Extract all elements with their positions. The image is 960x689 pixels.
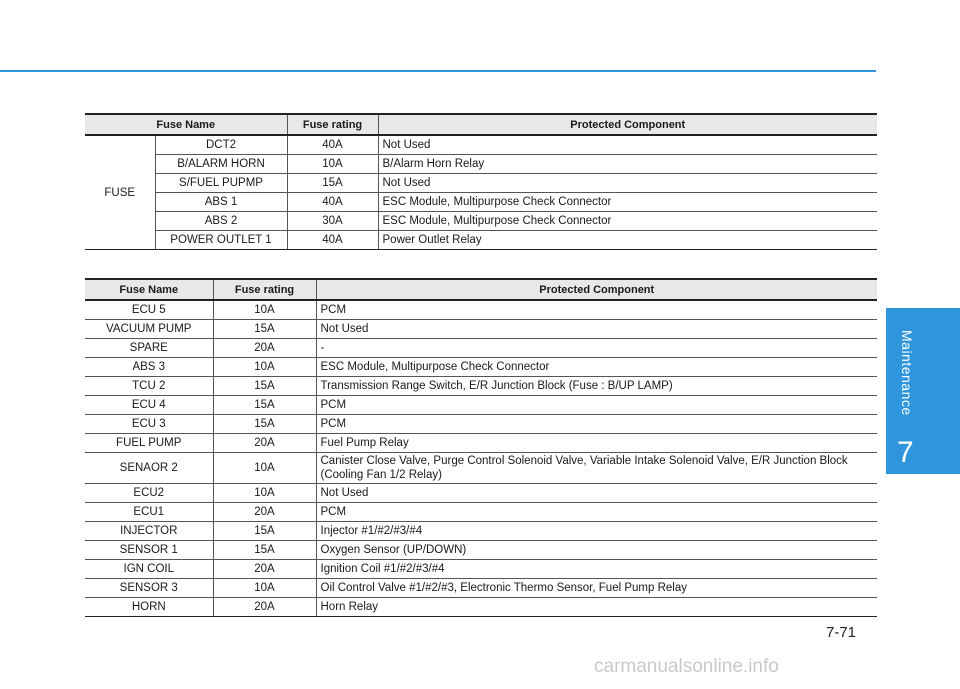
protected-component-cell: ESC Module, Multipurpose Check Connector: [378, 193, 877, 212]
protected-component-cell: Canister Close Valve, Purge Control Solenoid Valve, Variable Intake Solenoid Valve, E/R Junction Block (Cooling Fan 1/2 Relay): [316, 453, 877, 484]
table-row: [85, 231, 877, 250]
fuse-rating-cell: 10A: [213, 579, 316, 598]
table-row: [85, 503, 877, 522]
fuse-rating-cell: 20A: [213, 503, 316, 522]
protected-component-cell: Ignition Coil #1/#2/#3/#4: [316, 560, 877, 579]
protected-component-cell: Oil Control Valve #1/#2/#3, Electronic Thermo Sensor, Fuel Pump Relay: [316, 579, 877, 598]
protected-component-cell: PCM: [316, 396, 877, 415]
top-divider: [0, 70, 876, 72]
fuse-rating-cell: 10A: [213, 453, 316, 484]
table-row: [85, 155, 877, 174]
fuse-rating-cell: 40A: [287, 193, 378, 212]
fuse-rating-cell: 15A: [213, 377, 316, 396]
table-row: [85, 300, 877, 320]
table-header-row: [85, 114, 877, 135]
protected-component-cell: Not Used: [378, 135, 877, 155]
table-row: [85, 358, 877, 377]
fuse-rating-cell: 15A: [213, 522, 316, 541]
fuse-rating-cell: 15A: [213, 320, 316, 339]
fuse-name-cell: SENAOR 2: [85, 453, 213, 484]
fuse-group-label: FUSE: [85, 135, 155, 250]
table-row: [85, 522, 877, 541]
table-row: [85, 598, 877, 617]
fuse-name-cell: SENSOR 1: [85, 541, 213, 560]
fuse-name-cell: ECU 3: [85, 415, 213, 434]
fuse-name-cell: ECU 4: [85, 396, 213, 415]
table-row: [85, 320, 877, 339]
table-row: [85, 339, 877, 358]
protected-component-cell: Injector #1/#2/#3/#4: [316, 522, 877, 541]
fuse-rating-cell: 15A: [213, 415, 316, 434]
fuse-name-cell: TCU 2: [85, 377, 213, 396]
fuse-table-2: [85, 278, 877, 617]
header-fuse-name: Fuse Name: [85, 279, 213, 300]
fuse-rating-cell: 15A: [287, 174, 378, 193]
fuse-rating-cell: 10A: [287, 155, 378, 174]
fuse-name-cell: HORN: [85, 598, 213, 617]
table-row: [85, 453, 877, 484]
fuse-rating-cell: 20A: [213, 598, 316, 617]
fuse-name-cell: IGN COIL: [85, 560, 213, 579]
table-row: [85, 415, 877, 434]
header-protected-component: Protected Component: [378, 114, 877, 135]
fuse-name-cell: ABS 2: [155, 212, 287, 231]
fuse-rating-cell: 10A: [213, 358, 316, 377]
header-fuse-rating: Fuse rating: [213, 279, 316, 300]
table-header-row: [85, 279, 877, 300]
header-protected-component: Protected Component: [316, 279, 877, 300]
fuse-name-cell: SENSOR 3: [85, 579, 213, 598]
section-label: Maintenance: [899, 330, 915, 416]
fuse-table-1: [85, 113, 877, 250]
fuse-name-cell: FUEL PUMP: [85, 434, 213, 453]
fuse-name-cell: INJECTOR: [85, 522, 213, 541]
fuse-name-cell: ECU2: [85, 484, 213, 503]
fuse-rating-cell: 20A: [213, 560, 316, 579]
protected-component-cell: PCM: [316, 503, 877, 522]
fuse-rating-cell: 20A: [213, 434, 316, 453]
fuse-name-cell: POWER OUTLET 1: [155, 231, 287, 250]
protected-component-cell: PCM: [316, 300, 877, 320]
fuse-name-cell: SPARE: [85, 339, 213, 358]
fuse-rating-cell: 40A: [287, 135, 378, 155]
page-number: 7-71: [826, 624, 857, 641]
table-row: [85, 174, 877, 193]
fuse-name-cell: ECU 5: [85, 300, 213, 320]
protected-component-cell: Not Used: [316, 484, 877, 503]
protected-component-cell: Not Used: [378, 174, 877, 193]
fuse-name-cell: S/FUEL PUPMP: [155, 174, 287, 193]
table-row: [85, 212, 877, 231]
fuse-rating-cell: 15A: [213, 396, 316, 415]
protected-component-cell: ESC Module, Multipurpose Check Connector: [378, 212, 877, 231]
fuse-name-cell: ECU1: [85, 503, 213, 522]
protected-component-cell: Not Used: [316, 320, 877, 339]
table-row: [85, 560, 877, 579]
fuse-name-cell: VACUUM PUMP: [85, 320, 213, 339]
protected-component-cell: -: [316, 339, 877, 358]
fuse-name-cell: ABS 1: [155, 193, 287, 212]
protected-component-cell: Oxygen Sensor (UP/DOWN): [316, 541, 877, 560]
fuse-rating-cell: 10A: [213, 484, 316, 503]
table-row: [85, 484, 877, 503]
table-row: [85, 541, 877, 560]
table-row: [85, 579, 877, 598]
fuse-rating-cell: 40A: [287, 231, 378, 250]
protected-component-cell: Transmission Range Switch, E/R Junction Block (Fuse : B/UP LAMP): [316, 377, 877, 396]
protected-component-cell: Fuel Pump Relay: [316, 434, 877, 453]
protected-component-cell: ESC Module, Multipurpose Check Connector: [316, 358, 877, 377]
table-row: [85, 434, 877, 453]
fuse-name-cell: DCT2: [155, 135, 287, 155]
fuse-name-cell: ABS 3: [85, 358, 213, 377]
fuse-name-cell: B/ALARM HORN: [155, 155, 287, 174]
fuse-rating-cell: 10A: [213, 300, 316, 320]
protected-component-cell: Horn Relay: [316, 598, 877, 617]
header-fuse-rating: Fuse rating: [287, 114, 378, 135]
table-row: [85, 377, 877, 396]
protected-component-cell: Power Outlet Relay: [378, 231, 877, 250]
fuse-rating-cell: 30A: [287, 212, 378, 231]
fuse-rating-cell: 15A: [213, 541, 316, 560]
header-fuse-name: Fuse Name: [85, 114, 287, 135]
table-row: [85, 135, 877, 155]
protected-component-cell: B/Alarm Horn Relay: [378, 155, 877, 174]
protected-component-cell: PCM: [316, 415, 877, 434]
table-row: [85, 193, 877, 212]
fuse-rating-cell: 20A: [213, 339, 316, 358]
watermark: carmanualsonline.info: [594, 656, 779, 677]
table-row: [85, 396, 877, 415]
chapter-number: 7: [897, 436, 914, 469]
